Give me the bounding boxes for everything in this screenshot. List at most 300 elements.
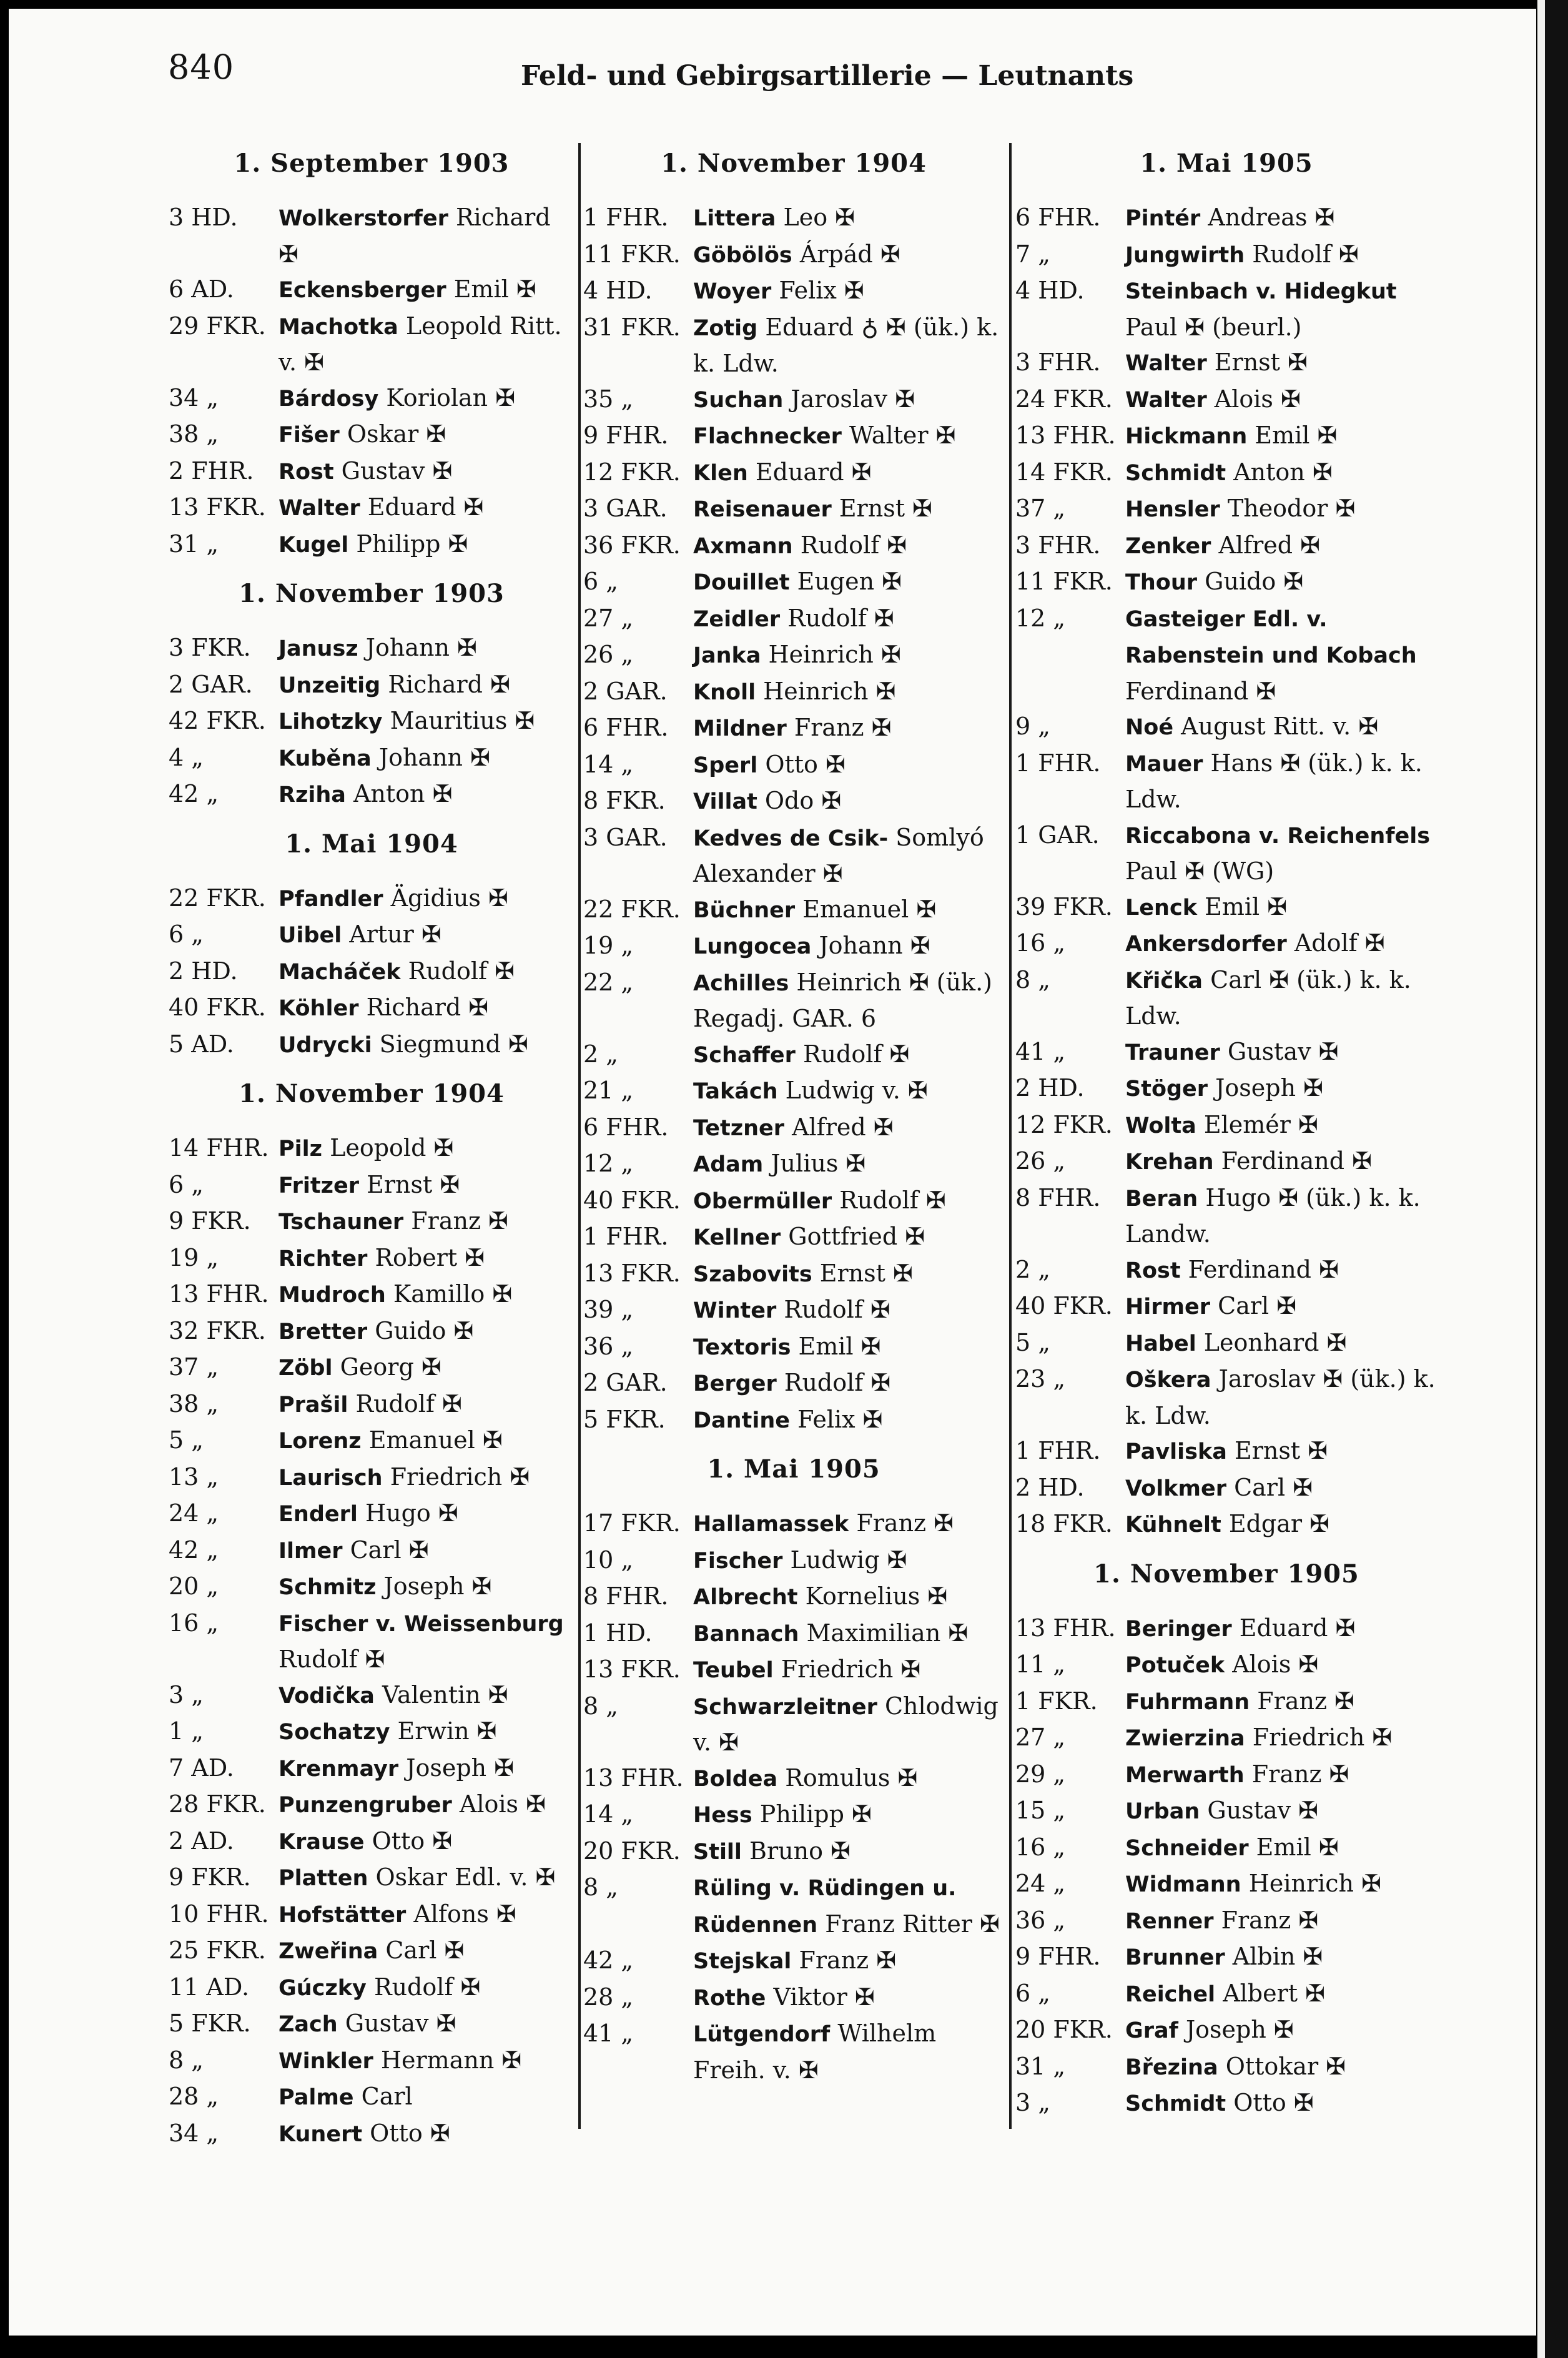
surname: Hensler	[1125, 497, 1220, 522]
officer-entry	[1015, 1866, 1437, 1903]
surname: Hirmer	[1125, 1295, 1211, 1320]
officer-entry	[583, 1073, 1004, 1110]
officer-name	[693, 892, 1004, 929]
officer-entry	[1015, 1976, 1437, 2013]
unit-number: 13 FKR.	[583, 1655, 681, 1683]
officer-entry	[169, 1423, 574, 1459]
surname: Pilz	[279, 1137, 323, 1162]
officer-name	[279, 1606, 574, 1677]
unit-number: 19 „	[169, 1243, 219, 1271]
officer-entry	[169, 1823, 574, 1860]
officer-name	[693, 2016, 1004, 2088]
officer-entry	[583, 928, 1004, 965]
given-name: Joseph ✠	[383, 1572, 492, 1600]
officer-name	[279, 1860, 574, 1897]
officer-entry	[169, 1203, 574, 1240]
unit-number: 16 „	[1015, 1833, 1066, 1861]
surname: Bárdosy	[279, 386, 379, 412]
surname: Walter	[279, 496, 360, 521]
unit-number: 1 „	[169, 1717, 204, 1745]
surname: Knoll	[693, 679, 756, 705]
officer-name	[693, 1980, 1004, 2016]
unit-number: 3 FHR.	[1015, 531, 1101, 559]
page-number: 840	[168, 47, 235, 87]
section-heading: 1. November 1904	[239, 1079, 505, 1108]
unit-number: 14 FKR.	[1015, 458, 1113, 486]
officer-entry	[169, 1860, 574, 1897]
officer-entry	[1015, 418, 1437, 455]
officer-entry	[583, 1870, 1004, 1943]
surname: Winter	[693, 1298, 777, 1323]
given-name: Franz ✠	[1251, 1760, 1349, 1788]
surname: Hess	[693, 1803, 752, 1828]
surname: Flachnecker	[693, 424, 842, 449]
unit-number: 6 „	[169, 920, 204, 948]
surname: Wolta	[1125, 1113, 1196, 1138]
unit-number: 11 „	[1015, 1650, 1066, 1678]
given-name: Kornelius ✠	[805, 1582, 948, 1610]
officer-name	[1125, 709, 1437, 746]
officer-entry	[169, 1027, 574, 1063]
officer-name	[279, 954, 574, 990]
officer-entry	[1015, 889, 1437, 926]
surname: Zeidler	[693, 606, 781, 632]
officer-entry	[169, 2006, 574, 2043]
officer-entry	[583, 1110, 1004, 1147]
unit-number: 11 FKR.	[583, 240, 681, 268]
surname: Suchan	[693, 387, 784, 413]
unit-number: 39 „	[583, 1296, 634, 1323]
officer-entry	[1015, 817, 1437, 889]
officer-entry	[583, 528, 1004, 565]
officer-entry	[1015, 1830, 1437, 1867]
given-name: Felix ✠	[779, 277, 864, 304]
officer-name	[279, 1459, 574, 1496]
officer-name	[1125, 564, 1437, 601]
unit-number: 2 AD.	[169, 1827, 234, 1855]
officer-name	[693, 747, 1004, 784]
unit-number: 21 „	[583, 1077, 634, 1104]
surname: Rüling v. Rüdingen u. Rüdennen	[693, 1876, 957, 1938]
given-name: Ernst ✠	[839, 495, 932, 522]
unit-number: 9 FKR.	[169, 1207, 251, 1235]
column-1	[169, 147, 574, 2154]
unit-number: 12 FKR.	[583, 458, 681, 486]
given-name: Ernst ✠	[1234, 1437, 1328, 1464]
given-name: Chlodwig v. ✠	[693, 1692, 998, 1756]
officer-entry	[583, 1292, 1004, 1329]
given-name: Felix ✠	[797, 1405, 883, 1433]
officer-name	[279, 630, 574, 667]
officer-entry	[1015, 2049, 1437, 2086]
officer-name	[693, 674, 1004, 711]
officer-name	[279, 1569, 574, 1606]
unit-number: 3 HD.	[169, 204, 238, 231]
given-name: Wilhelm Freih. v. ✠	[693, 2020, 937, 2084]
officer-name	[1125, 1288, 1437, 1325]
officer-entry	[583, 1833, 1004, 1870]
surname: Merwarth	[1125, 1762, 1245, 1788]
given-name: Ernst ✠	[819, 1259, 913, 1287]
unit-number: 7 „	[1015, 240, 1050, 268]
officer-entry	[1015, 601, 1437, 709]
given-name: Koriolan ✠	[386, 383, 516, 412]
given-name: August Ritt. v. ✠	[1181, 713, 1379, 740]
officer-name	[693, 1616, 1004, 1652]
given-name: Leopold ✠	[330, 1134, 454, 1162]
unit-number: 14 „	[583, 1800, 634, 1828]
unit-number: 31 FKR.	[583, 313, 681, 341]
officer-entry	[1015, 1107, 1437, 1144]
surname: Beringer	[1125, 1616, 1232, 1642]
officer-entry	[583, 1219, 1004, 1256]
surname: Fischer	[693, 1548, 783, 1574]
officer-name	[693, 273, 1004, 310]
surname: Mauer	[1125, 751, 1203, 777]
officer-entry	[169, 1714, 574, 1750]
unit-number: 1 FHR.	[1015, 749, 1101, 777]
given-name: Hans ✠ (ük.) k. k. Ldw.	[1125, 749, 1423, 813]
surname: Janka	[693, 643, 761, 668]
document-page	[9, 9, 1536, 2336]
unit-number: 5 AD.	[169, 1030, 234, 1058]
surname: Lungocea	[693, 934, 812, 959]
unit-number: 37 „	[169, 1353, 219, 1381]
unit-number: 1 FHR.	[583, 204, 669, 231]
officer-name	[279, 1750, 574, 1787]
section-heading: 1. November 1904	[661, 149, 927, 178]
officer-name	[1125, 345, 1437, 382]
promotion-date-section	[583, 147, 1004, 1438]
given-name: Ludwig v. ✠	[785, 1077, 928, 1104]
given-name: Gottfried ✠	[788, 1223, 925, 1250]
section-heading: 1. November 1903	[239, 579, 505, 608]
surname: Göbölös	[693, 242, 792, 268]
officer-entry	[169, 272, 574, 308]
officer-entry	[169, 740, 574, 777]
given-name: Rudolf ✠	[784, 1369, 891, 1396]
officer-entry	[1015, 1939, 1437, 1976]
officer-name	[1125, 491, 1437, 528]
surname: Rost	[1125, 1258, 1181, 1283]
surname: Dantine	[693, 1408, 790, 1433]
officer-name	[1125, 1361, 1437, 1433]
given-name: Somlyó Alexander ✠	[693, 823, 984, 887]
given-name: Artur ✠	[349, 920, 441, 948]
given-name: Odo ✠	[764, 787, 842, 814]
given-name: Franz ✠	[856, 1509, 954, 1537]
officer-entry	[169, 1750, 574, 1787]
surname: Szabovits	[693, 1261, 812, 1287]
given-name: Rudolf ✠	[373, 1973, 481, 2001]
given-name: Georg ✠	[340, 1353, 441, 1381]
officer-name	[279, 990, 574, 1027]
officer-name	[279, 881, 574, 917]
officer-entry	[583, 1542, 1004, 1579]
surname: Zenker	[1125, 533, 1211, 559]
officer-entry	[169, 1386, 574, 1423]
surname: Tetzner	[693, 1115, 784, 1141]
surname: Pavliska	[1125, 1439, 1227, 1464]
officer-entry	[169, 917, 574, 954]
unit-number: 7 AD.	[169, 1754, 234, 1782]
officer-name	[1125, 1684, 1437, 1720]
officer-name	[693, 1329, 1004, 1366]
unit-number: 42 „	[583, 1946, 634, 1974]
given-name: Guido ✠	[1205, 568, 1304, 595]
surname: Obermüller	[693, 1188, 832, 1214]
given-name: Richard ✠	[388, 670, 510, 698]
unit-number: 25 FKR.	[169, 1936, 266, 1964]
surname: Walter	[1125, 387, 1207, 413]
section-heading: 1. Mai 1904	[285, 829, 458, 859]
officer-name	[1125, 1647, 1437, 1684]
given-name: Carl ✠	[350, 1536, 429, 1564]
officer-name	[693, 1219, 1004, 1256]
surname: Richter	[279, 1246, 368, 1271]
officer-entry	[1015, 1180, 1437, 1252]
surname: Platten	[279, 1866, 368, 1891]
officer-name	[693, 1943, 1004, 1980]
surname: Teubel	[693, 1658, 774, 1683]
officer-name	[1125, 455, 1437, 491]
officer-entry	[583, 965, 1004, 1037]
given-name: Rudolf ✠	[408, 957, 515, 985]
unit-number: 6 AD.	[169, 275, 234, 303]
officer-name	[279, 740, 574, 777]
surname: Punzengruber	[279, 1793, 452, 1818]
officer-name	[1125, 817, 1437, 889]
given-name: Emil ✠	[1255, 422, 1338, 449]
officer-name	[693, 1365, 1004, 1402]
unit-number: 6 „	[1015, 1979, 1050, 2007]
surname: Reichel	[1125, 1981, 1216, 2007]
surname: Ankersdorfer	[1125, 932, 1287, 957]
surname: Kunert	[279, 2121, 363, 2147]
surname: Vodička	[279, 1683, 375, 1709]
officer-name	[279, 1787, 574, 1823]
officer-entry	[583, 1506, 1004, 1542]
officer-entry	[583, 382, 1004, 418]
officer-entry	[583, 1146, 1004, 1183]
officer-entry	[1015, 1684, 1437, 1720]
officer-name	[1125, 1611, 1437, 1647]
surname: Lenck	[1125, 895, 1197, 920]
given-name: Edgar ✠	[1228, 1510, 1329, 1537]
surname: Urban	[1125, 1799, 1200, 1824]
surname: Kedves de Csik-	[693, 826, 889, 851]
unit-number: 1 FHR.	[1015, 1437, 1101, 1464]
section-heading: 1. Mai 1905	[707, 1454, 880, 1484]
surname: Schmitz	[279, 1575, 377, 1600]
unit-number: 16 „	[169, 1609, 219, 1637]
surname: Hofstätter	[279, 1902, 407, 1928]
surname: Renner	[1125, 1908, 1214, 1934]
surname: Berger	[693, 1371, 777, 1396]
surname: Krause	[279, 1829, 365, 1855]
officer-name	[693, 455, 1004, 491]
given-name: Ferdinand ✠	[1188, 1255, 1339, 1283]
surname: Schmidt	[1125, 2091, 1226, 2116]
unit-number: 26 „	[583, 641, 634, 668]
unit-number: 38 „	[169, 420, 219, 448]
officer-entry	[169, 526, 574, 563]
given-name: Anton ✠	[353, 780, 453, 807]
unit-number: 8 „	[1015, 965, 1050, 994]
officer-entry	[583, 1652, 1004, 1689]
given-name: Valentin ✠	[382, 1680, 508, 1709]
officer-entry	[1015, 1252, 1437, 1289]
surname: Březina	[1125, 2055, 1218, 2080]
officer-name	[1125, 1866, 1437, 1903]
surname: Achilles	[693, 970, 789, 996]
officer-name	[693, 1292, 1004, 1329]
given-name: Carl ✠	[1234, 1473, 1313, 1501]
officer-name	[693, 1110, 1004, 1147]
running-head: Feld- und Gebirgsartillerie — Leutnants	[521, 60, 1134, 92]
surname: Ilmer	[279, 1538, 343, 1564]
unit-number: 9 FHR.	[1015, 1943, 1101, 1970]
surname: Wolkerstorfer	[279, 206, 448, 231]
unit-number: 1 HD.	[583, 1619, 653, 1647]
officer-entry	[1015, 709, 1437, 746]
unit-number: 2 HD.	[1015, 1074, 1085, 1102]
surname: Littera	[693, 206, 776, 231]
given-name: Erwin ✠	[397, 1717, 497, 1745]
given-name: Heinrich ✠ (ük.) Regadj. GAR. 6	[693, 968, 992, 1032]
surname: Trauner	[1125, 1040, 1220, 1065]
officer-name	[693, 783, 1004, 820]
surname: Rziha	[279, 782, 346, 807]
given-name: Rudolf ✠	[839, 1186, 946, 1214]
unit-number: 18 FKR.	[1015, 1510, 1113, 1537]
unit-number: 3 FKR.	[169, 634, 251, 661]
given-name: Bruno ✠	[749, 1837, 851, 1865]
unit-number: 2 HD.	[169, 957, 238, 985]
given-name: Leopold Ritt. v. ✠	[279, 312, 562, 376]
column-2	[583, 147, 1004, 2090]
officer-entry	[583, 1256, 1004, 1293]
given-name: Robert ✠	[375, 1243, 485, 1271]
officer-name	[693, 710, 1004, 747]
officer-name	[693, 1689, 1004, 1760]
unit-number: 6 FHR.	[1015, 204, 1101, 231]
unit-number: 6 FHR.	[583, 1113, 669, 1141]
officer-name	[279, 2116, 574, 2153]
officer-name	[1125, 273, 1437, 345]
given-name: Paul ✠ (beurl.)	[1125, 313, 1302, 341]
surname: Enderl	[279, 1502, 358, 1527]
unit-number: 28 „	[583, 1983, 634, 2011]
given-name: Hugo ✠	[365, 1499, 458, 1527]
officer-entry	[169, 200, 574, 272]
surname: Fischer v. Weissenburg	[279, 1611, 564, 1637]
officer-name	[1125, 1143, 1437, 1180]
surname: Stejskal	[693, 1949, 792, 1974]
unit-number: 13 FHR.	[169, 1280, 269, 1308]
officer-entry	[1015, 1361, 1437, 1433]
officer-name	[279, 417, 574, 453]
unit-number: 3 GAR.	[583, 823, 668, 851]
officer-entry	[169, 776, 574, 813]
surname: Textoris	[693, 1334, 791, 1360]
officer-entry	[169, 453, 574, 490]
officer-name	[1125, 1976, 1437, 2013]
given-name: Alfred ✠	[792, 1113, 894, 1141]
section-heading: 1. November 1905	[1093, 1559, 1359, 1589]
unit-number: 1 GAR.	[1015, 821, 1100, 849]
officer-entry	[169, 2043, 574, 2079]
unit-number: 5 FKR.	[583, 1405, 666, 1433]
column-rule	[1009, 143, 1012, 2129]
given-name: Richard ✠	[279, 204, 551, 268]
given-name: Franz Ritter ✠	[825, 1910, 1000, 1938]
given-name: Emanuel ✠	[802, 895, 937, 923]
unit-number: 29 FKR.	[169, 312, 266, 340]
given-name: Hugo ✠ (ük.) k. k. Landw.	[1125, 1183, 1421, 1248]
officer-entry	[1015, 564, 1437, 601]
surname: Woyer	[693, 279, 772, 304]
officer-name	[693, 237, 1004, 274]
officer-entry	[583, 1579, 1004, 1616]
unit-number: 6 „	[169, 1170, 204, 1198]
given-name: Joseph ✠	[1215, 1074, 1323, 1102]
surname: Köhler	[279, 996, 359, 1021]
unit-number: 6 „	[583, 568, 618, 595]
unit-number: 2 GAR.	[169, 670, 253, 698]
surname: Beran	[1125, 1186, 1198, 1211]
officer-name	[279, 1677, 574, 1714]
surname: Thour	[1125, 570, 1198, 595]
officer-entry	[169, 1167, 574, 1204]
officer-entry	[169, 380, 574, 417]
given-name: Johann ✠	[819, 932, 930, 959]
surname: Machotka	[279, 314, 398, 340]
unit-number: 3 FHR.	[1015, 348, 1101, 376]
officer-entry	[583, 747, 1004, 784]
unit-number: 13 FHR.	[1015, 422, 1116, 449]
given-name: Friedrich ✠	[390, 1463, 530, 1491]
officer-name	[693, 1579, 1004, 1616]
unit-number: 40 FKR.	[1015, 1292, 1113, 1320]
unit-number: 42 FKR.	[169, 707, 266, 734]
officer-name	[693, 1506, 1004, 1542]
promotion-date-section	[169, 1065, 574, 2152]
unit-number: 20 „	[169, 1572, 219, 1600]
given-name: Franz ✠	[411, 1207, 508, 1235]
officer-name	[1125, 1034, 1437, 1071]
officer-entry	[169, 1970, 574, 2006]
given-name: Albin ✠	[1232, 1943, 1323, 1970]
surname: Palme	[279, 2085, 354, 2110]
given-name: Jaroslav ✠ (ük.) k. k. Ldw.	[1125, 1365, 1436, 1429]
unit-number: 20 FKR.	[1015, 2016, 1113, 2043]
unit-number: 13 FHR.	[583, 1764, 684, 1792]
given-name: Emanuel ✠	[368, 1426, 503, 1454]
given-name: Philipp ✠	[356, 530, 468, 558]
given-name: Viktor ✠	[773, 1983, 875, 2011]
officer-entry	[1015, 491, 1437, 528]
officer-entry	[583, 820, 1004, 892]
officer-entry	[169, 2079, 574, 2116]
given-name: Ernst ✠	[1214, 348, 1308, 376]
officer-entry	[583, 1616, 1004, 1652]
surname: Prašil	[279, 1392, 348, 1418]
given-name: Ottokar ✠	[1225, 2052, 1346, 2080]
surname: Lihotzky	[279, 709, 383, 734]
surname: Pintér	[1125, 206, 1201, 231]
surname: Zweřina	[279, 1939, 378, 1964]
